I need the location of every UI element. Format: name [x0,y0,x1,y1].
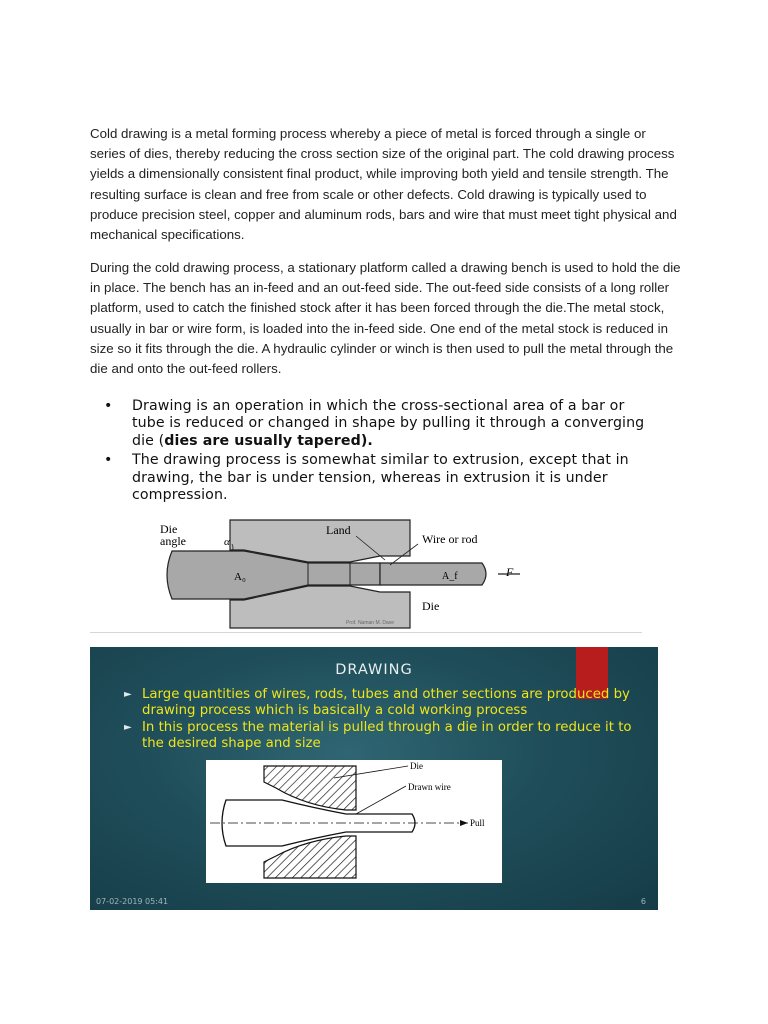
final-area-label: A_f [442,571,458,582]
alpha-symbol: α [224,536,230,548]
die-angle-label-2: angle [160,534,186,548]
slide1-bullet-1-bold: dies are usually tapered). [164,432,373,449]
force-label: F [506,565,514,579]
slide-page-number: 6 [640,897,646,906]
die-label: Die [422,599,440,613]
pull-arrowhead [460,820,468,826]
pull-label: Pull [470,818,485,828]
arrow-bullet-icon: ► [124,722,132,734]
slide2-bullet-1-text: Large quantities of wires, rods, tubes and other sections are produced by drawing process which is basically a cold working process [142,687,630,718]
initial-area-label: A₀ [234,571,246,583]
wire-drawing-figure [206,760,502,883]
bullet-icon: • [104,398,113,414]
drawn-wire-leader-line [356,786,406,814]
slide1-bullet-list [100,398,660,506]
slide1-bullet-1-text: Drawing is an operation in which the cross-sectional area of a bar or tube is reduced or changed in shape by pulling it through a converging die ( [132,398,645,449]
paragraph-cold-drawing-process: During the cold drawing process, a stationary platform called a drawing bench is used to hold the die in place. The bench has an in-feed and an out-feed side. The out-feed side consists of a long roller platform, used to catch the finished stock after it has been forced through the die.The metal stock, usually in bar or wire form, is loaded into the in-feed side. One end of the metal stock is reduced in size so it fits through the die. A hydraulic cylinder or winch is then used to pull the metal through the die and onto the out-feed rollers. [90,260,681,377]
die-label: Die [410,761,423,771]
slide-date: 07-02-2019 05:41 [96,897,169,906]
slide1-bullet-2-text: The drawing process is somewhat similar to extrusion, except that in drawing, the bar is under tension, whereas in extrusion it is under compression. [132,452,629,504]
wire-or-rod-label: Wire or rod [422,532,478,546]
wire-drawing-diagram [206,760,502,883]
figure-credit: Prof. Naman M. Dave [346,620,395,626]
slide1-bullet-1 [100,398,660,450]
arrow-bullet-icon: ► [124,689,132,700]
drawing-die-diagram [160,518,520,630]
land-label: Land [326,523,351,537]
slide2-bullet-2 [124,720,644,751]
slide2-bullet-2-text: In this process the material is pulled through a die in order to reduce it to the desired shape and size [142,720,632,751]
slide-drawing-overview [90,647,658,910]
drawn-rod-shape [380,563,486,585]
slide2-bullet-list [124,687,644,753]
slide2-title: DRAWING [335,662,413,678]
slide1-bullet-2 [100,452,660,504]
section-divider [90,632,642,633]
drawn-wire-label: Drawn wire [408,782,451,792]
slide2-bullet-1 [124,687,644,718]
die-angle-label-1: Die [160,522,178,536]
paragraph-cold-drawing-intro: Cold drawing is a metal forming process whereby a piece of metal is forced through a single or series of dies, thereby reducing the cross section size of the original part. The cold drawing process yields a dimensionally consistent final product, while improving both yield and tensile strength. The resulting surface is clean and free from scale or other defects. Cold drawing is typically used to produce precision steel, copper and aluminum rods, bars and wire that must meet tight physical and mechanical specifications. [90,126,677,243]
bullet-icon: • [104,452,113,469]
slide-drawing-definition [90,396,670,636]
